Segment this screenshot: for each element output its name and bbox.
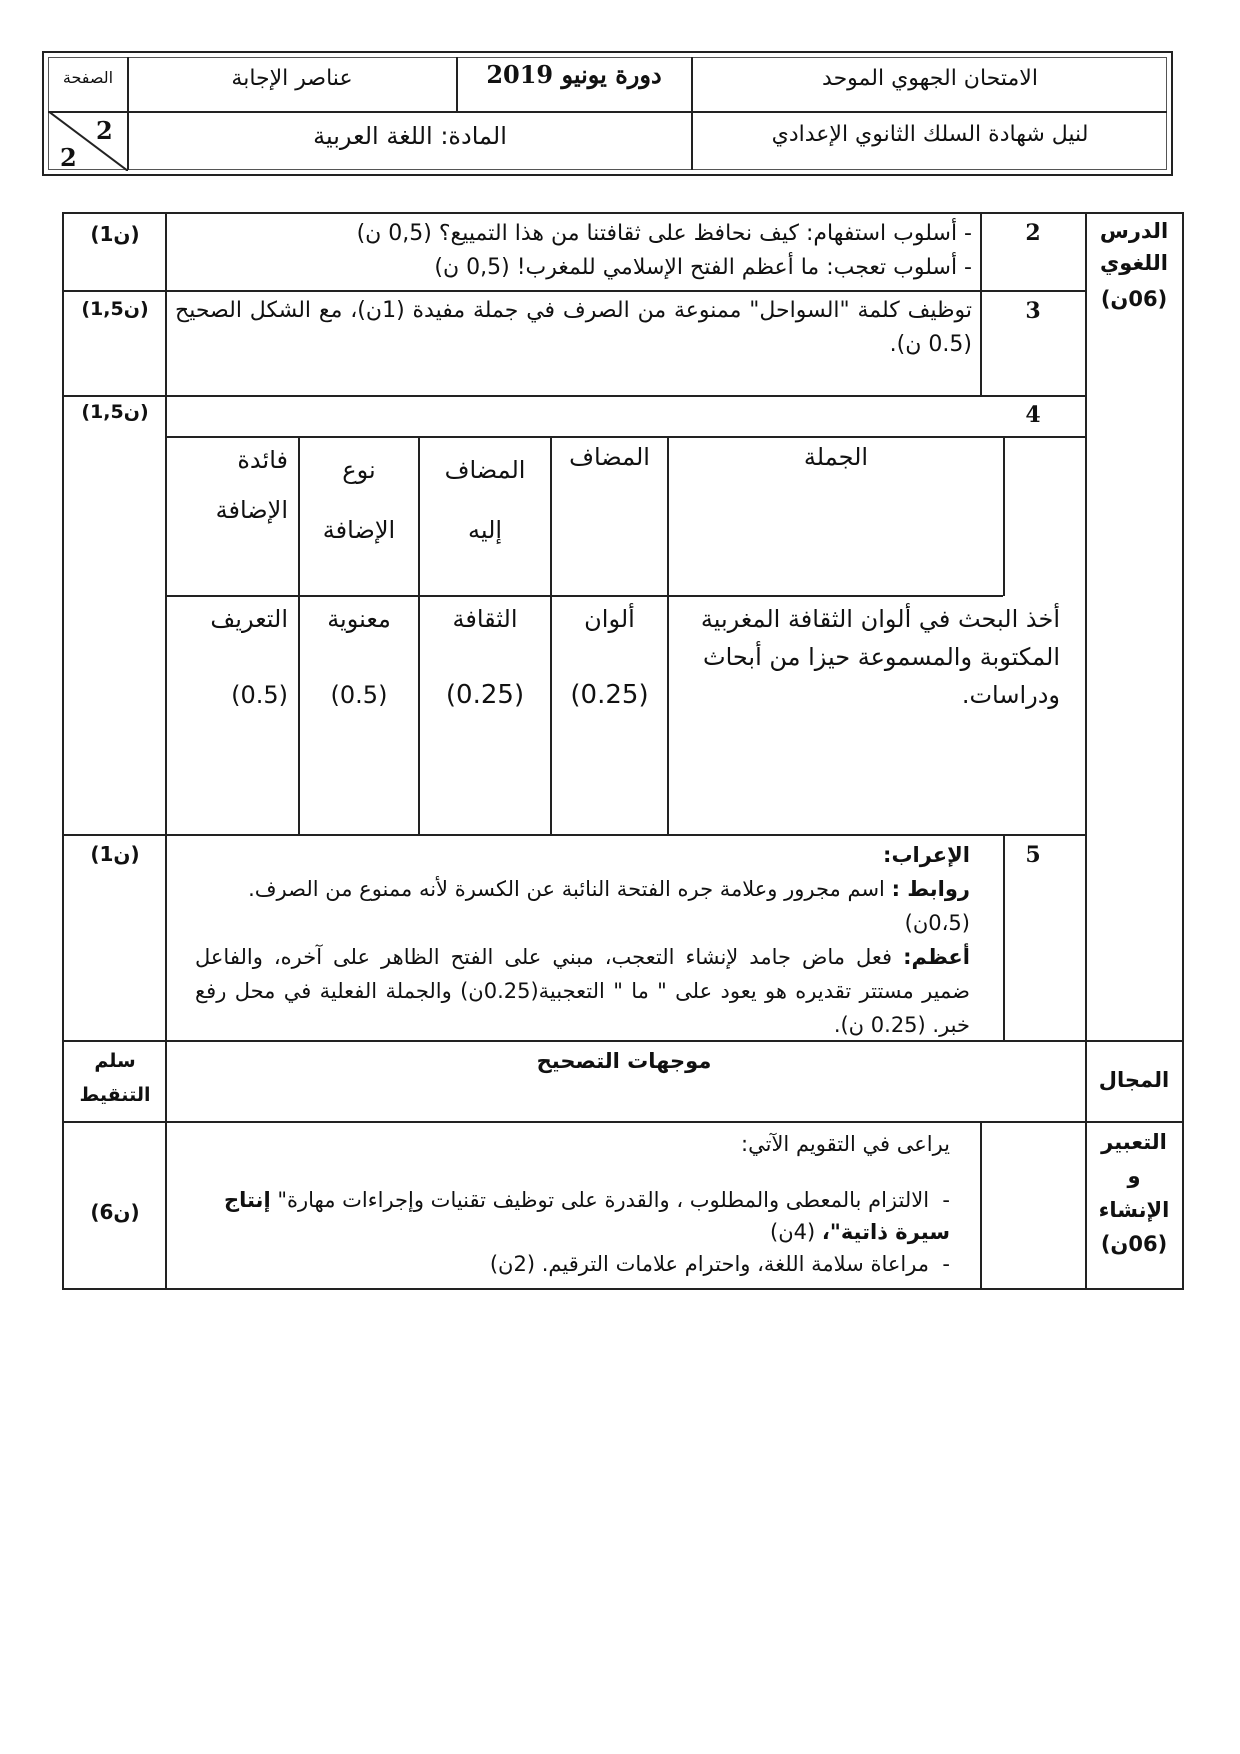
q4-header-type [300,440,418,560]
q3-number: 3 [1025,298,1041,324]
writing-item1-bold: إنتاج سيرة ذاتية"، [223,1188,950,1244]
table-left-border [62,212,64,1290]
writing-intro: يراعى في التقويم الآتي: [741,1132,950,1156]
q4-header-benefit-2: الإضافة [215,496,288,524]
q2-number: 2 [1025,220,1041,246]
writing-item1-points: (4ن) [770,1220,816,1244]
q2-points: (1ن) [90,222,140,246]
writing-item1-dash: - [929,1188,950,1212]
row-q4-head-bottom [165,595,1003,597]
header-divider-v3 [691,57,693,170]
q4-row-mudaf-ilayh-pts: (0.25) [445,680,525,710]
q5-rawabit-label: روابط : [891,877,970,901]
q3-text: توظيف كلمة "السواحل" ممنوعة من الصرف في جملة مفيدة (1ن)، مع الشكل الصحيح (0.5 ن). [175,298,973,357]
q2-line2: - أسلوب تعجب: ما أعظم الفتح الإسلامي للمغرب! (0,5 ن) [434,255,972,280]
q4-points: (1,5ن) [81,401,149,423]
q4-header-mudaf-ilayh-1: المضاف [444,456,526,484]
q4-row-benefit-word: التعريف [210,605,288,633]
q4-row-type-pts: (0.5) [330,681,388,709]
q5-aazam-text: فعل ماض جامد لإنشاء التعجب، مبني على الفتح الظاهر على آخره، والفاعل ضمير مستتر تقديره هو يعود على " ما " التعجبية(0.25ن) والجملة الفعلية في محل رفع خبر. (0.25 ن). [195,945,970,1037]
q4-row-type [300,600,418,714]
q5-title: الإعراب: [883,843,970,867]
row-q4-title-bottom [165,436,1085,438]
q4-header-benefit-1: فائدة [237,446,288,474]
q4-row-mudaf-word: ألوان [584,605,635,633]
q4-row-mudaf-pts: (0.25) [570,680,649,710]
exam-title: الامتحان الجهوي الموحد [822,66,1038,91]
q5-number: 5 [1025,842,1041,868]
q4-col-right-edge [1003,436,1005,596]
page-number-current: 2 [96,116,113,145]
guidelines-domain-label: المجال [1098,1068,1170,1092]
q4-header-mudaf-ilayh [420,440,550,560]
page-label: الصفحة [62,68,114,87]
q4-header-mudaf: المضاف [569,443,650,471]
section-writing-points-label: (06ن) [1100,1232,1168,1256]
q4-number: 4 [1025,402,1041,428]
guidelines-scale-label [66,1044,164,1112]
writing-item1-text: الالتزام بالمعطى والمطلوب ، والقدرة على توظيف تقنيات وإجراءات مهارة" [277,1188,930,1212]
writing-item2-dash: - [929,1252,950,1276]
row-table-bottom [62,1288,1184,1290]
answer-elements-label: عناصر الإجابة [231,66,353,91]
table-right-border [1182,212,1184,1290]
subject-label: المادة: اللغة العربية [313,122,507,150]
q5-rawabit-points: (0،5ن) [904,911,970,935]
q4-row-type-word: معنوية [327,605,391,633]
row-guidelines-bottom [62,1121,1184,1123]
q4-header-sentence: الجملة [803,443,869,471]
q4-row-benefit [168,600,296,714]
section-writing-title-line3: الإنشاء [1098,1198,1170,1222]
q5-content [195,838,970,1042]
row-q4-bottom [62,834,1085,836]
section-writing-title-line1: التعبير [1101,1130,1167,1154]
section-language-title [1088,215,1180,315]
section-writing-title [1088,1125,1180,1261]
q4-row-mudaf-ilayh-word: الثقافة [452,605,518,633]
writing-item2 [180,1248,950,1280]
q4-row-sentence: أخذ البحث في ألوان الثقافة المغربية المكتوبة والمسموعة حيزا من أبحاث ودراسات. [700,605,1060,709]
guidelines-scale-line2: التنقيط [79,1084,151,1106]
q5-aazam [195,940,970,1042]
guidelines-scale-line1: سلم [94,1050,136,1072]
q5-rawabit-text: اسم مجرور وعلامة جره الفتحة النائبة عن الكسرة لأنه ممنوع من الصرف. [248,877,885,901]
row-top [62,212,1184,214]
table-q4-num-col [1085,397,1087,837]
q4-header-type-1: نوع [342,456,376,484]
q5-aazam-label: أعظم: [903,945,970,969]
q4-header-type-2: الإضافة [322,516,396,544]
row-q2-bottom [62,290,1085,292]
guidelines-title: موجهات التصحيح [536,1049,712,1073]
q4-row-mudaf-ilayh [420,600,550,714]
q4-header-mudaf-ilayh-2: إليه [467,516,503,544]
certificate-label: لنيل شهادة السلك الثانوي الإعدادي [771,122,1089,147]
table-num-col-left-3 [980,1123,982,1290]
table-num-col-left [980,212,982,395]
q4-col-sentence [667,436,669,834]
q4-row-mudaf [552,600,667,714]
q2-line1: - أسلوب استفهام: كيف نحافظ على ثقافتنا من هذا التمييع؟ (0,5 ن) [356,221,972,246]
q4-header-benefit [168,440,296,540]
writing-item1 [180,1184,950,1248]
section-language-points: (06ن) [1100,287,1168,311]
q5-points: (1ن) [90,842,140,866]
section-language-title-line2: اللغوي [1100,251,1168,275]
row-q3-bottom [62,395,1085,397]
q4-row-benefit-pts: (0.5) [231,681,288,709]
q2-content [172,217,972,285]
writing-points: (6ن) [90,1200,140,1224]
q3-points: (1,5ن) [81,298,149,320]
writing-item2-text: مراعاة سلامة اللغة، واحترام علامات الترقيم. (2ن) [489,1252,930,1276]
session-label: دورة يونيو 2019 [486,60,662,89]
table-points-col [165,212,167,1290]
section-language-title-line1: الدرس [1099,219,1169,243]
section-writing-content [180,1128,950,1280]
page-number-total: 2 [60,143,77,172]
q5-rawabit [195,872,970,906]
header-divider-h [48,111,1167,113]
section-writing-title-line2: و [1127,1164,1141,1188]
